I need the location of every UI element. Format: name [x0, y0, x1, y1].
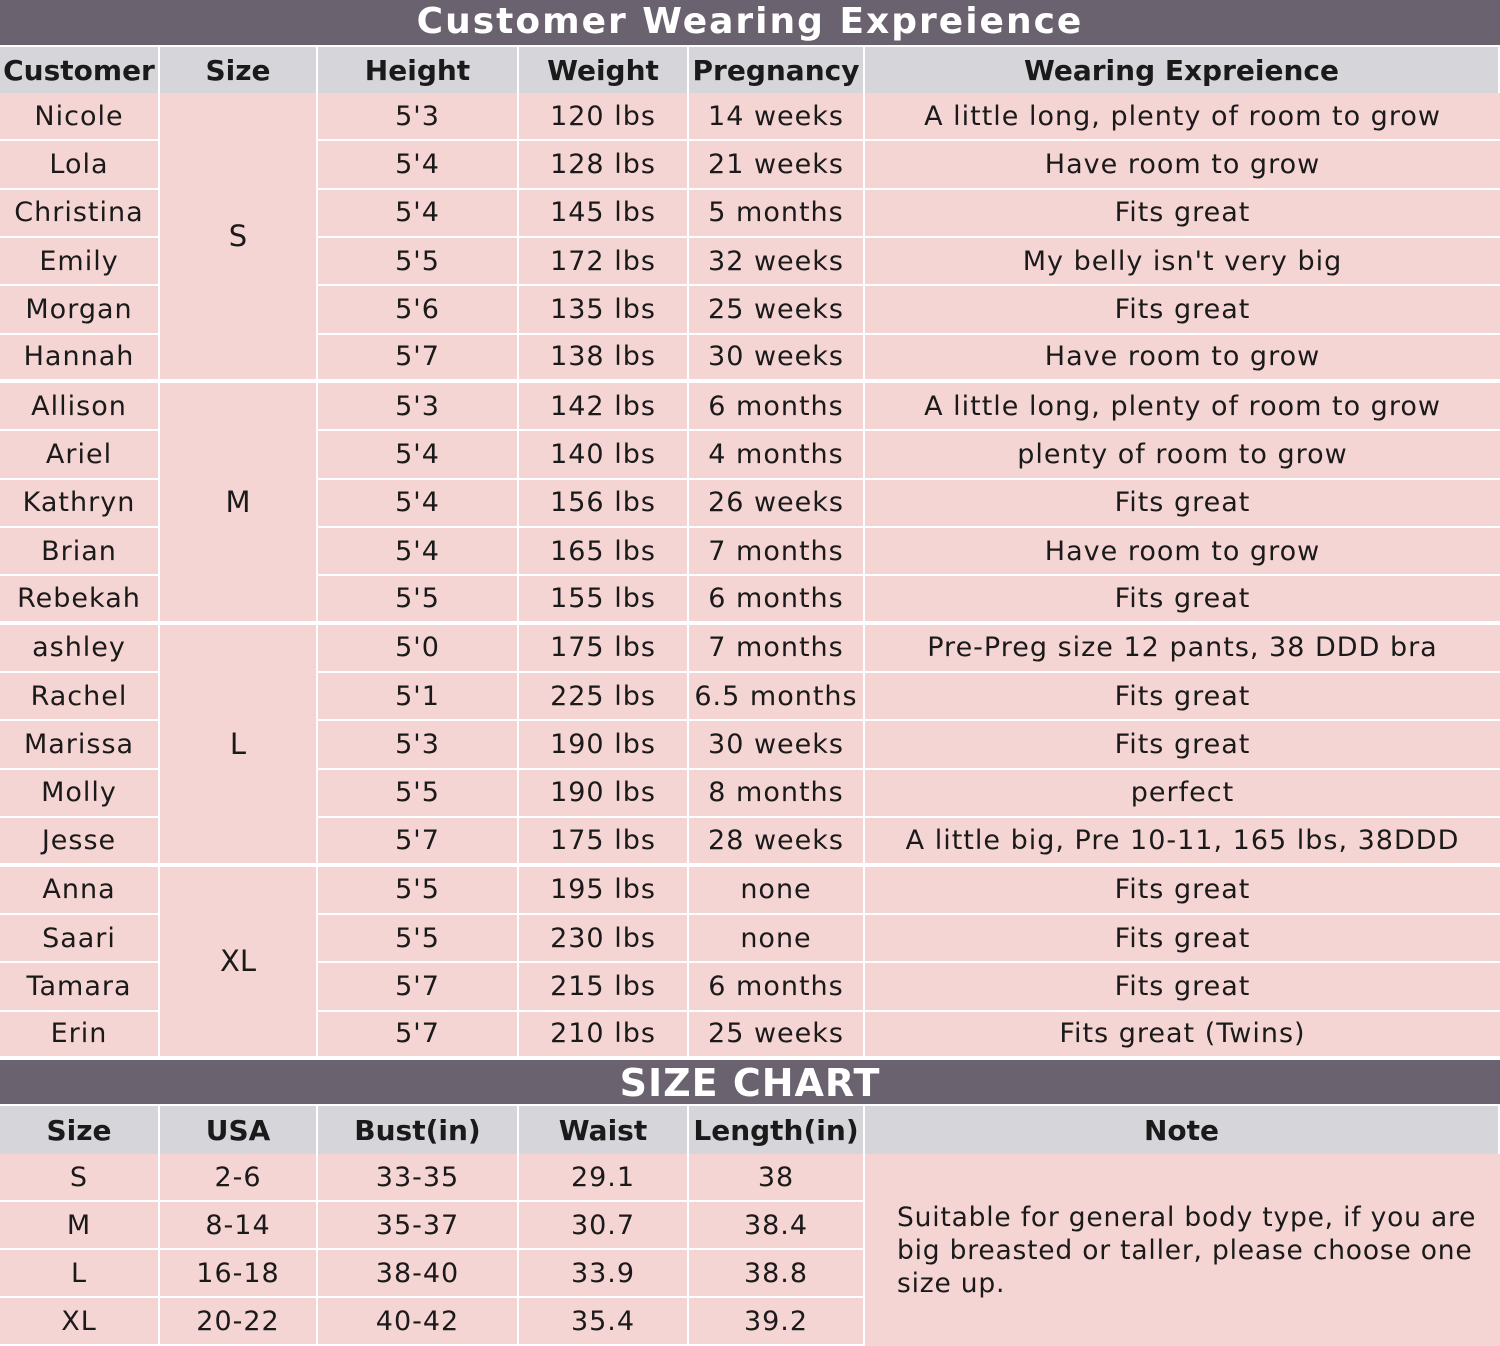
pregnancy-cell: 6 months — [689, 383, 865, 431]
weight-cell: 175 lbs — [519, 625, 689, 673]
customer-cell: Brian — [0, 528, 160, 576]
height-cell: 5'5 — [318, 770, 519, 818]
height-cell: 5'4 — [318, 528, 519, 576]
pregnancy-cell: 26 weeks — [689, 480, 865, 528]
pregnancy-cell: 32 weeks — [689, 238, 865, 286]
experience-cell: Fits great — [865, 673, 1500, 721]
length-cell: 39.2 — [689, 1298, 865, 1346]
experience-cell: Fits great (Twins) — [865, 1012, 1500, 1060]
height-cell: 5'4 — [318, 431, 519, 479]
pregnancy-cell: 30 weeks — [689, 335, 865, 383]
weight-cell: 135 lbs — [519, 286, 689, 334]
size-chart-title: SIZE CHART — [0, 1060, 1500, 1104]
length-cell: 38.4 — [689, 1202, 865, 1250]
header-pregnancy: Pregnancy — [689, 47, 865, 93]
waist-cell: 30.7 — [519, 1202, 689, 1250]
experience-cell: Fits great — [865, 915, 1500, 963]
pregnancy-cell: 14 weeks — [689, 93, 865, 141]
size-group-label: L — [160, 625, 318, 867]
weight-cell: 190 lbs — [519, 770, 689, 818]
size-group-label: XL — [160, 867, 318, 1060]
usa-cell: 20-22 — [160, 1298, 318, 1346]
weight-cell: 230 lbs — [519, 915, 689, 963]
pregnancy-cell: 21 weeks — [689, 141, 865, 189]
size-cell: XL — [0, 1298, 160, 1346]
weight-cell: 225 lbs — [519, 673, 689, 721]
experience-cell: A little long, plenty of room to grow — [865, 93, 1500, 141]
height-cell: 5'5 — [318, 238, 519, 286]
pregnancy-cell: none — [689, 915, 865, 963]
header-size: Size — [160, 47, 318, 93]
customer-cell: Marissa — [0, 721, 160, 769]
height-cell: 5'1 — [318, 673, 519, 721]
weight-cell: 210 lbs — [519, 1012, 689, 1060]
experience-cell: A little long, plenty of room to grow — [865, 383, 1500, 431]
experience-title: Customer Wearing Expreience — [0, 0, 1500, 45]
header-bust: Bust(in) — [318, 1106, 519, 1154]
weight-cell: 155 lbs — [519, 576, 689, 624]
weight-cell: 142 lbs — [519, 383, 689, 431]
pregnancy-cell: 4 months — [689, 431, 865, 479]
weight-cell: 145 lbs — [519, 190, 689, 238]
length-cell: 38.8 — [689, 1250, 865, 1298]
bust-cell: 35-37 — [318, 1202, 519, 1250]
customer-cell: Allison — [0, 383, 160, 431]
header-height: Height — [318, 47, 519, 93]
customer-cell: Morgan — [0, 286, 160, 334]
experience-cell: My belly isn't very big — [865, 238, 1500, 286]
weight-cell: 190 lbs — [519, 721, 689, 769]
pregnancy-cell: 25 weeks — [689, 1012, 865, 1060]
size-cell: M — [0, 1202, 160, 1250]
experience-table — [0, 47, 1500, 1060]
usa-cell: 16-18 — [160, 1250, 318, 1298]
customer-cell: Anna — [0, 867, 160, 915]
size-cell: S — [0, 1154, 160, 1202]
height-cell: 5'5 — [318, 867, 519, 915]
weight-cell: 175 lbs — [519, 818, 689, 866]
height-cell: 5'5 — [318, 915, 519, 963]
customer-cell: Nicole — [0, 93, 160, 141]
pregnancy-cell: 7 months — [689, 528, 865, 576]
usa-cell: 2-6 — [160, 1154, 318, 1202]
experience-cell: perfect — [865, 770, 1500, 818]
height-cell: 5'7 — [318, 963, 519, 1011]
header-customer: Customer — [0, 47, 160, 93]
weight-cell: 156 lbs — [519, 480, 689, 528]
pregnancy-cell: 7 months — [689, 625, 865, 673]
customer-cell: Lola — [0, 141, 160, 189]
experience-cell: Have room to grow — [865, 335, 1500, 383]
experience-cell: Fits great — [865, 190, 1500, 238]
height-cell: 5'7 — [318, 1012, 519, 1060]
pregnancy-cell: 28 weeks — [689, 818, 865, 866]
usa-cell: 8-14 — [160, 1202, 318, 1250]
header-experience: Wearing Expreience — [865, 47, 1500, 93]
height-cell: 5'3 — [318, 93, 519, 141]
experience-cell: Have room to grow — [865, 528, 1500, 576]
experience-cell: Fits great — [865, 867, 1500, 915]
bust-cell: 40-42 — [318, 1298, 519, 1346]
height-cell: 5'4 — [318, 190, 519, 238]
height-cell: 5'7 — [318, 818, 519, 866]
weight-cell: 128 lbs — [519, 141, 689, 189]
height-cell: 5'7 — [318, 335, 519, 383]
weight-cell: 215 lbs — [519, 963, 689, 1011]
weight-cell: 120 lbs — [519, 93, 689, 141]
pregnancy-cell: 30 weeks — [689, 721, 865, 769]
pregnancy-cell: 6 months — [689, 963, 865, 1011]
header-note: Note — [865, 1106, 1500, 1154]
size-cell: L — [0, 1250, 160, 1298]
header-size: Size — [0, 1106, 160, 1154]
customer-cell: Rebekah — [0, 576, 160, 624]
header-weight: Weight — [519, 47, 689, 93]
customer-cell: Saari — [0, 915, 160, 963]
length-cell: 38 — [689, 1154, 865, 1202]
customer-cell: ashley — [0, 625, 160, 673]
pregnancy-cell: 6.5 months — [689, 673, 865, 721]
size-group-label: M — [160, 383, 318, 625]
customer-cell: Jesse — [0, 818, 160, 866]
customer-cell: Erin — [0, 1012, 160, 1060]
weight-cell: 195 lbs — [519, 867, 689, 915]
experience-cell: Fits great — [865, 963, 1500, 1011]
height-cell: 5'0 — [318, 625, 519, 673]
waist-cell: 29.1 — [519, 1154, 689, 1202]
weight-cell: 172 lbs — [519, 238, 689, 286]
customer-cell: Rachel — [0, 673, 160, 721]
size-note: Suitable for general body type, if you are big breasted or taller, please choose one size up. — [865, 1154, 1500, 1346]
experience-cell: Have room to grow — [865, 141, 1500, 189]
size-chart-table — [0, 1106, 1500, 1346]
experience-cell: Fits great — [865, 576, 1500, 624]
customer-cell: Molly — [0, 770, 160, 818]
customer-cell: Ariel — [0, 431, 160, 479]
customer-cell: Emily — [0, 238, 160, 286]
height-cell: 5'3 — [318, 383, 519, 431]
waist-cell: 33.9 — [519, 1250, 689, 1298]
header-waist: Waist — [519, 1106, 689, 1154]
pregnancy-cell: 5 months — [689, 190, 865, 238]
weight-cell: 165 lbs — [519, 528, 689, 576]
header-length: Length(in) — [689, 1106, 865, 1154]
bust-cell: 33-35 — [318, 1154, 519, 1202]
height-cell: 5'4 — [318, 141, 519, 189]
height-cell: 5'5 — [318, 576, 519, 624]
customer-cell: Tamara — [0, 963, 160, 1011]
experience-cell: plenty of room to grow — [865, 431, 1500, 479]
experience-cell: Fits great — [865, 286, 1500, 334]
experience-cell: Pre-Preg size 12 pants, 38 DDD bra — [865, 625, 1500, 673]
height-cell: 5'4 — [318, 480, 519, 528]
experience-cell: Fits great — [865, 721, 1500, 769]
pregnancy-cell: none — [689, 867, 865, 915]
pregnancy-cell: 6 months — [689, 576, 865, 624]
header-usa: USA — [160, 1106, 318, 1154]
experience-cell: Fits great — [865, 480, 1500, 528]
customer-cell: Kathryn — [0, 480, 160, 528]
pregnancy-cell: 25 weeks — [689, 286, 865, 334]
height-cell: 5'3 — [318, 721, 519, 769]
weight-cell: 140 lbs — [519, 431, 689, 479]
height-cell: 5'6 — [318, 286, 519, 334]
weight-cell: 138 lbs — [519, 335, 689, 383]
waist-cell: 35.4 — [519, 1298, 689, 1346]
pregnancy-cell: 8 months — [689, 770, 865, 818]
customer-cell: Christina — [0, 190, 160, 238]
bust-cell: 38-40 — [318, 1250, 519, 1298]
customer-cell: Hannah — [0, 335, 160, 383]
size-group-label: S — [160, 93, 318, 383]
experience-cell: A little big, Pre 10-11, 165 lbs, 38DDD — [865, 818, 1500, 866]
